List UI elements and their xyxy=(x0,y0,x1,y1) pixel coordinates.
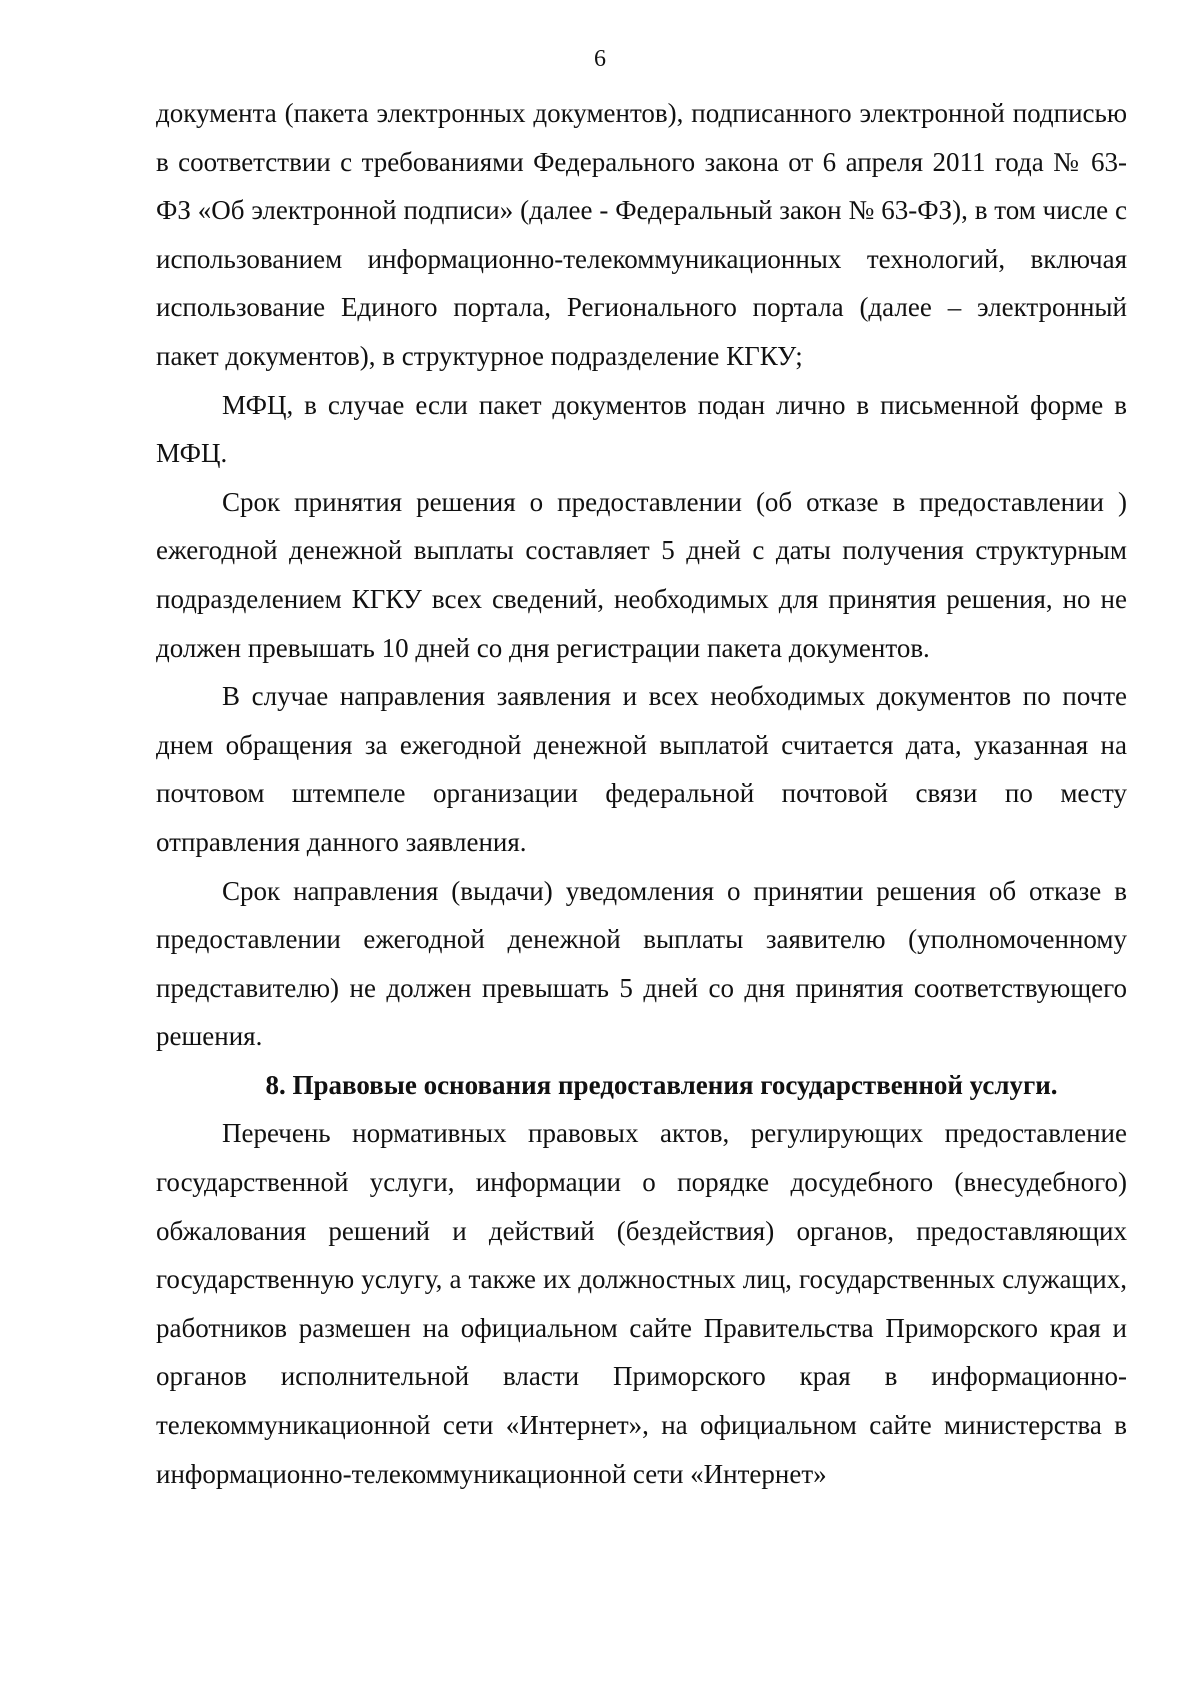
document-body xyxy=(156,89,1127,1498)
page-number: 6 xyxy=(594,46,606,72)
paragraph-decision-term: Срок принятия решения о предоставлении (об отказе в предоставлении ) ежегодной денежной выплаты составляет 5 дней с даты получения структурным подразделением КГКУ всех сведений, необходимых для принятия решения, но не должен превышать 10 дней со дня регистрации пакета документов. xyxy=(156,486,1127,663)
paragraph-legal-acts: Перечень нормативных правовых актов, регулирующих предоставление государственной услуги, информации о порядке досудебного (внесудебного) обжалования решений и действий (бездействия) органов, предоставляющих государственную услугу, а также их должностных лиц, государственных служащих, работников размешен на официальном сайте Правительства Приморского края и органов исполнительной власти Приморского края в информационно-телекоммуникационной сети «Интернет», на официальном сайте министерства в информационно-телекоммуникационной сети «Интернет» xyxy=(156,1118,1127,1489)
paragraph-notification-term: Срок направления (выдачи) уведомления о принятии решения об отказе в предоставлении ежегодной денежной выплаты заявителю (уполномоченному представителю) не должен превышать 5 дней со дня принятия соответствующего решения. xyxy=(156,875,1127,1052)
paragraph-postal-submission: В случае направления заявления и всех необходимых документов по почте днем обращения за ежегодной денежной выплатой считается дата, указанная на почтовом штемпеле организации федеральной почтовой связи по месту отправления данного заявления. xyxy=(156,681,1127,857)
paragraph-continuation: документа (пакета электронных документов), подписанного электронной подписью в соответствии с требованиями Федерального закона от 6 апреля 2011 года № 63-ФЗ «Об электронной подписи» (далее - Федеральный закон № 63-ФЗ), в том числе с использованием информационно-телекоммуникационных технологий, включая использование Единого портала, Регионального портала (далее – электронный пакет документов), в структурное подразделение КГКУ; xyxy=(156,98,1127,371)
section-heading: 8. Правовые основания предоставления государственной услуги. xyxy=(265,1069,1058,1100)
paragraph-mfc: МФЦ, в случае если пакет документов подан лично в письменной форме в МФЦ. xyxy=(156,389,1127,469)
